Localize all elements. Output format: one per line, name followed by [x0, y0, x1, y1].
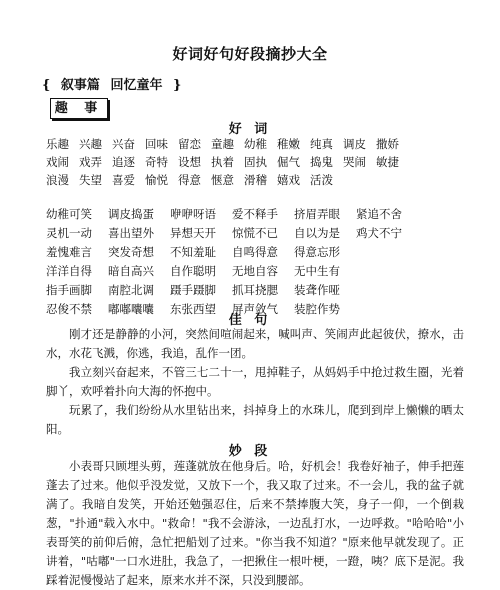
phrase: 抓耳挠腮: [232, 283, 278, 297]
word: 捣鬼: [310, 155, 333, 169]
heading-paragraphs: 妙 段: [228, 444, 272, 459]
phrase: 突发奇想: [108, 245, 154, 259]
phrase: 灵机一动: [46, 226, 92, 240]
word: 乐趣: [46, 137, 69, 151]
word: 稚嫩: [277, 137, 300, 151]
phrase: 装聋作哑: [294, 283, 340, 297]
phrase: 南腔北调: [108, 283, 154, 297]
word: 滑稽: [244, 173, 267, 187]
page-title: 好词好句好段摘抄大全: [172, 45, 328, 63]
phrase: 爱不释手: [232, 207, 278, 221]
phrase: 屏声敛气: [232, 302, 278, 316]
word: 倔气: [277, 155, 300, 169]
word-list: [46, 135, 476, 189]
word: 奇特: [145, 155, 168, 169]
phrase: 自鸣得意: [232, 245, 278, 259]
word: 惬意: [211, 173, 234, 187]
word: 调皮: [343, 137, 366, 151]
word: 幼稚: [244, 137, 267, 151]
phrase: 洋洋自得: [46, 264, 92, 278]
phrase: 无地自容: [232, 264, 278, 278]
word: 童趣: [211, 137, 234, 151]
phrase: 无中生有: [294, 264, 340, 278]
word: 哭闹: [343, 155, 366, 169]
topic-label: 回忆童年: [110, 78, 163, 93]
phrase: 调皮捣蛋: [108, 207, 154, 221]
category-label: 叙事篇: [60, 78, 100, 93]
phrase: 嘟嘟囔囔: [108, 302, 154, 316]
heading-sentences: 佳 句: [228, 313, 272, 328]
phrase: 幼稚可笑: [46, 207, 92, 221]
word: 固执: [244, 155, 267, 169]
word: 戏弄: [79, 155, 102, 169]
word: 戏闹: [46, 155, 69, 169]
phrase-row: [46, 281, 476, 300]
word: 执着: [211, 155, 234, 169]
phrase: 自以为是: [294, 226, 340, 240]
word: 活泼: [310, 173, 333, 187]
word: 纯真: [310, 137, 333, 151]
phrase: 惊慌不已: [232, 226, 278, 240]
phrase: 不知羞耻: [170, 245, 216, 259]
word: 得意: [178, 173, 201, 187]
heading-words: 好 词: [228, 122, 272, 137]
phrase: 蹑手蹑脚: [170, 283, 216, 297]
phrase: 暗自高兴: [108, 264, 154, 278]
phrase-row: [46, 224, 476, 243]
topic-badge: 趣 事: [50, 98, 108, 119]
phrase: 挤眉弄眼: [294, 207, 340, 221]
phrase: 东张西望: [170, 302, 216, 316]
phrase: 喜出望外: [108, 226, 154, 240]
word: 失望: [79, 173, 102, 187]
phrase: 咿咿呀语: [170, 207, 216, 221]
phrase: 指手画脚: [46, 283, 92, 297]
phrase: 自作聪明: [170, 264, 216, 278]
sentence-paragraph: 玩累了，我们纷纷从水里钻出来，抖掉身上的水珠儿，爬到到岸上懒懒的晒太阳。: [46, 403, 464, 436]
word-row: [46, 171, 476, 189]
phrase-list: [46, 205, 476, 319]
brace-open: {: [42, 78, 51, 93]
phrase: 紧追不舍: [356, 207, 402, 221]
word: 喜爱: [112, 173, 135, 187]
phrase: 鸡犬不宁: [356, 226, 402, 240]
sentence-paragraph: 刚才还是静静的小河，突然间喧闹起来，喊叫声、笑闹声此起彼伏，撩水，击水，水花飞溅，你逃，我追，乱作一团。: [46, 327, 464, 360]
featured-paragraph: 小表哥只顾埋头剪，莲蓬就放在他身后。哈，好机会！我卷好袖子，伸手把莲蓬去了过来。他似乎没发觉，又放下一个，我又取了过来。不一会儿，我的盆子就满了。我暗自发笑，开始还勉强忍住，后来不禁捧腹大笑，身子一仰，一个倒栽葱，"扑通"载入水中。"救命！"我不会游泳，一边乱打水，一边呼救。"哈哈哈"小表哥笑的前仰后俯，急忙把船划了过来。"你当我不知道？"原来他早就发现了。正讲着，"咕嘟"一口水进肚，我急了，一把揪住一根叶梗，一蹬，咦？底下是泥。我踩着泥慢慢站了起来，原来水并不深，只没到腰部。: [46, 459, 464, 587]
phrase: 异想天开: [170, 226, 216, 240]
word: 兴奋: [112, 137, 135, 151]
sentence-paragraph: 我立刻兴奋起来，不管三七二十一，甩掉鞋子，从妈妈手中抢过救生圈，光着脚丫，欢呼着扑向大海的怀抱中。: [46, 365, 464, 398]
word-row: [46, 153, 476, 171]
phrase: 忍俊不禁: [46, 302, 92, 316]
section-label: [42, 74, 187, 93]
word: 留恋: [178, 137, 201, 151]
word: 兴趣: [79, 137, 102, 151]
word: 撒娇: [376, 137, 399, 151]
phrase-row: [46, 262, 476, 281]
word-row: [46, 135, 476, 153]
word: 追逐: [112, 155, 135, 169]
phrase: 得意忘形: [294, 245, 340, 259]
word: 设想: [178, 155, 201, 169]
phrase: 装腔作势: [294, 302, 340, 316]
phrase-row: [46, 205, 476, 224]
word: 回味: [145, 137, 168, 151]
word: 嬉戏: [277, 173, 300, 187]
word: 愉悦: [145, 173, 168, 187]
word: 浪漫: [46, 173, 69, 187]
brace-close: }: [173, 78, 182, 93]
phrase-row: [46, 243, 476, 262]
phrase: 羞愧难言: [46, 245, 92, 259]
word: 敏捷: [376, 155, 399, 169]
